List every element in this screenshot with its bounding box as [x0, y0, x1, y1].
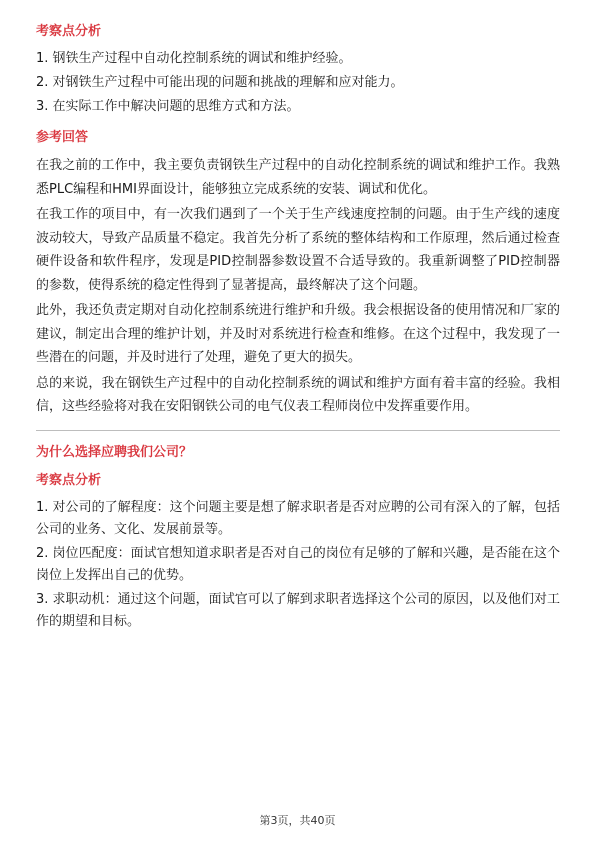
analysis-item: 1. 对公司的了解程度：这个问题主要是想了解求职者是否对应聘的公司有深入的了解，包括公司的业务、文化、发展前景等。	[36, 499, 560, 537]
page-number: 第3页，共40页	[259, 814, 336, 827]
analysis-heading: 考察点分析	[36, 472, 102, 488]
section-divider	[36, 430, 560, 431]
analysis-item: 3. 求职动机：通过这个问题，面试官可以了解到求职者选择这个公司的原因，以及他们对工作的期望和目标。	[36, 591, 560, 629]
page-content	[36, 22, 560, 635]
answer-paragraph: 在我之前的工作中，我主要负责钢铁生产过程中的自动化控制系统的调试和维护工作。我熟悉PLC编程和HMI界面设计，能够独立完成系统的安装、调试和优化。	[36, 158, 560, 197]
answer-heading: 参考回答	[36, 130, 89, 145]
analysis-item: 1. 钢铁生产过程中自动化控制系统的调试和维护经验。	[36, 51, 352, 66]
analysis-item: 2. 对钢铁生产过程中可能出现的问题和挑战的理解和应对能力。	[36, 75, 404, 90]
answer-paragraph: 总的来说，我在钢铁生产过程中的自动化控制系统的调试和维护方面有着丰富的经验。我相信，这些经验将对我在安阳钢铁公司的电气仪表工程师岗位中发挥重要作用。	[36, 375, 560, 414]
analysis-heading: 考察点分析	[36, 24, 102, 39]
analysis-item: 2. 岗位匹配度：面试官想知道求职者是否对自己的岗位有足够的了解和兴趣，是否能在这个岗位上发挥出自己的优势。	[36, 545, 560, 583]
analysis-item: 3. 在实际工作中解决问题的思维方式和方法。	[36, 99, 300, 114]
answer-paragraph: 在我工作的项目中，有一次我们遇到了一个关于生产线速度控制的问题。由于生产线的速度波动较大，导致产品质量不稳定。我首先分析了系统的整体结构和工作原理，然后通过检查硬件设备和软件程序，发现是PID控制器参数设置不合适导致的。我重新调整了PID控制器的参数，使得系统的稳定性得到了显著提高，最终解决了这个问题。	[36, 207, 560, 293]
answer-paragraph: 此外，我还负责定期对自动化控制系统进行维护和升级。我会根据设备的使用情况和厂家的建议，制定出合理的维护计划，并及时对系统进行检查和维修。在这个过程中，我发现了一些潜在的问题，并及时进行了处理，避免了更大的损失。	[36, 303, 560, 365]
question-title: 为什么选择应聘我们公司？	[36, 444, 193, 460]
